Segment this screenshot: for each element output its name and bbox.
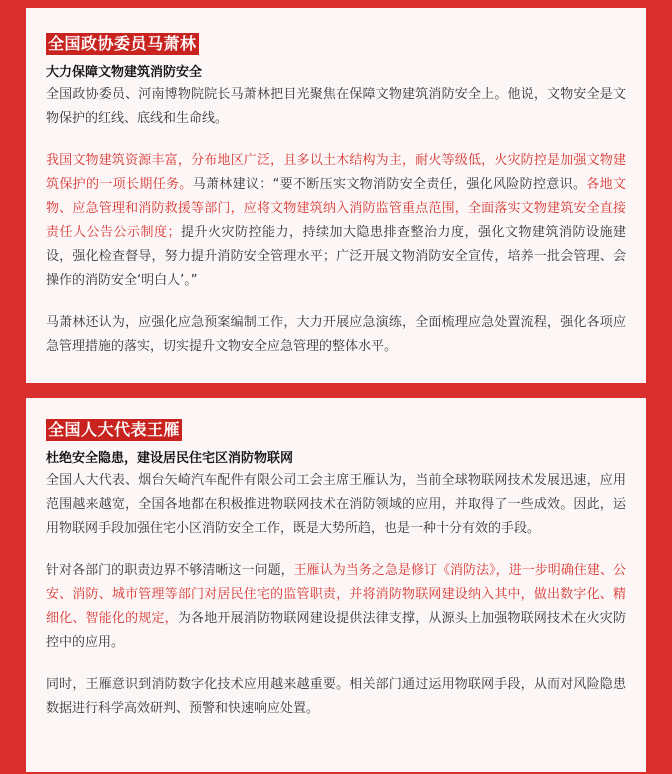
paragraph-digital: 同时，王雁意识到消防数字化技术应用越来越重要。相关部门通过运用物联网手段，从而对风险隐患数据进行科学高效研判、预警和快速响应处置。 (46, 677, 626, 716)
highlight-text: 我国文物建筑资源丰富，分布地区广泛，且多以土木结构为主，耐火等级低，火灾防控是加强文物建筑保护的一项长期任务。 (46, 153, 626, 192)
highlight-text: 王雁认为当务之急是修订《消防法》，进一步明确住建、公安、消防、城市管理等部门对居民住宅的监管职责，并将消防物联网建设纳入其中，做出数字化、精细化、智能化的规定， (46, 563, 626, 626)
highlight-text: 各地文物、应急管理和消防救援等部门，应将文物建筑纳入消防监管重点范围，全面落实文物建筑安全直接责任人公告公示制度； (46, 177, 626, 240)
body-text: 马萧林建议：“要不断压实文物消防安全责任，强化风险防控意识。 (192, 177, 587, 192)
section-card-wang-yan (26, 398, 646, 772)
paragraph-emergency: 马萧林还认为，应强化应急预案编制工作，大力开展应急演练，全面梳理应急处置流程，强化各项应急管理措施的落实，切实提升文物安全应急管理的整体水平。 (46, 315, 626, 354)
section-card-ma-xiaolin (26, 8, 646, 383)
paragraph-suggestion (46, 559, 626, 655)
paragraph-intro: 全国政协委员、河南博物院院长马萧林把目光聚焦在保障文物建筑消防安全上。他说，文物安全是文物保护的红线、底线和生命线。 (46, 87, 626, 126)
body-text: 针对各部门的职责边界不够清晰这一问题， (46, 563, 294, 578)
body-text: 提升火灾防控能力，持续加大隐患排查整治力度，强化文物建筑消防设施建设，强化检查督导，努力提升消防安全管理水平；广泛开展文物消防安全宣传，培养一批会管理、会操作的消防安全‘明白人’。” (46, 225, 626, 288)
section-title: 全国政协委员马萧林 (48, 34, 197, 53)
body-text: 为各地开展消防物联网建设提供法律支撑，从源头上加强物联网技术在火灾防控中的应用。 (46, 611, 626, 650)
section-subtitle: 大力保障文物建筑消防安全 (46, 65, 203, 80)
paragraph-intro: 全国人大代表、烟台矢崎汽车配件有限公司工会主席王雁认为，当前全球物联网技术发展迅速，应用范围越来越宽，全国各地都在积极推进物联网技术在消防领域的应用，并取得了一些成效。因此，运用物联网手段加强住宅小区消防安全工作，既是大势所趋，也是一种十分有效的手段。 (46, 473, 626, 536)
section-subtitle: 杜绝安全隐患，建设居民住宅区消防物联网 (46, 451, 294, 466)
section-title: 全国人大代表王雁 (48, 420, 181, 439)
paragraph-suggestion (46, 149, 626, 293)
